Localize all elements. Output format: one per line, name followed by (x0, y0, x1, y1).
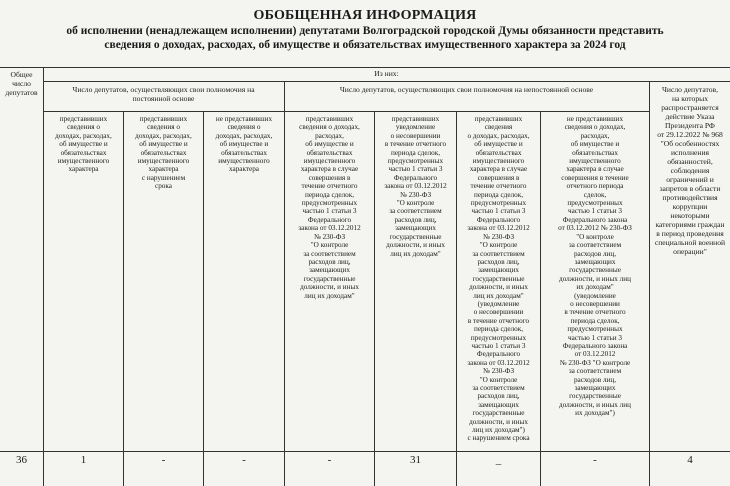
value-nonpermanent-notice: 31 (410, 454, 421, 466)
header-total-deputies: Общее число депутатов (5, 70, 38, 97)
header-nonpermanent-late: представивших сведения о доходах, расходах, об имуществе и обязательствах имущественного характера в случае совершения в течение отчетного периода сделок, предусмотренных частью 1 статьи 3 Федерального закона от 03.12.2012 № 230-ФЗ "О контроле за соответствием расходов лиц, замещающих государственные должности, и иных лиц их доходам" (уведомление о несовершении в течение отчетного периода сделок, предусмотренных частью 1 статьи 3 Федерального закона от 03.12.2012 № 230-ФЗ "О контроле за соответствием расходов лиц, замещающих государственные должности, и иных лиц их доходам") с нарушением срока (467, 115, 530, 443)
value-nonpermanent-submitted: - (327, 454, 332, 466)
table-line-values (0, 451, 730, 452)
summary-table (0, 67, 730, 486)
header-permanent-not-submitted: не представивших сведения о доходах, расходах, об имуществе и обязательствах имущественного характера (215, 115, 273, 174)
header-nonpermanent-notice: представивших уведомление о несовершении в течение отчетного периода сделок, предусмотренных частью 1 статьи 3 Федерального закона от 03.12.2012 № 230-ФЗ "О контроле за соответствием расходов лиц, замещающих государственные должности, и иных лиц их доходам" (384, 115, 447, 258)
document-title: ОБОБЩЕННАЯ ИНФОРМАЦИЯ (253, 8, 477, 23)
value-total-deputies: 36 (16, 454, 27, 466)
value-nonpermanent-not-submitted: - (593, 454, 597, 466)
header-of-them: Из них: (374, 69, 399, 78)
header-permanent-submitted: представивших сведения о доходах, расходах, об имуществе и обязательствах имущественного характера (55, 115, 112, 174)
document-subtitle (0, 24, 730, 52)
header-permanent-basis: Число депутатов, осуществляющих свои полномочия на постоянной основе (72, 85, 255, 103)
value-decree-968: 4 (687, 454, 693, 466)
table-line-of-them (43, 81, 730, 82)
header-nonpermanent-basis: Число депутатов, осуществляющих свои полномочия на непостоянной основе (339, 85, 594, 94)
header-nonpermanent-not-submitted: не представивших сведения о доходах, расходах, об имуществе и обязательствах имущественного характера в случае совершения в течение отчетного периода сделок, предусмотренных частью 1 статьи 3 Федерального закона от 03.12.2012 № 230-ФЗ "О контроле за соответствием расходов лиц, замещающих государственные должности, и иных лиц их доходам" (уведомление о несовершении в течение отчетного периода сделок, предусмотренных частью 1 статьи 3 Федерального закона от 03.12.2012 № 230-ФЗ "О контроле за соответствием расходов лиц, замещающих государственные должности, и иных лиц их доходам") (558, 115, 632, 418)
value-nonpermanent-late: _ (495, 454, 502, 466)
table-border-top (0, 67, 730, 68)
header-decree-968: Число депутатов, на которых распространяется действие Указа Президента РФ от 29.12.2022 № 968 "Об особенностях исполнения обязанностей, соблюдения ограничений и запретов в области противодействия коррупции некоторыми категориями граждан в период проведения специальной военной операции" (654, 85, 726, 256)
header-permanent-submitted-late: представивших сведения о доходах, расходах, об имуществе и обязательствах имущественного характера с нарушением срока (135, 115, 192, 191)
header-nonpermanent-submitted: представивших сведения о доходах, расходах, об имуществе и обязательствах имущественного характера в случае совершения в течение отчетного периода сделок, предусмотренных частью 1 статьи 3 Федерального закона от 03.12.2012 № 230-ФЗ "О контроле за соответствием расходов лиц, замещающих государственные должности, и иных лиц их доходам" (298, 115, 361, 300)
value-permanent-not-submitted: - (242, 454, 246, 466)
value-permanent-submitted: 1 (80, 454, 87, 466)
subtitle-line-1: об исполнении (ненадлежащем исполнении) депутатами Волгоградской городской Думы обязанности представить (66, 25, 664, 37)
value-permanent-submitted-late: - (161, 454, 166, 466)
table-line-groups (43, 111, 649, 112)
subtitle-line-2: сведения о доходах, расходах, об имуществе и обязательствах имущественного характера за 2024 год (104, 39, 626, 51)
